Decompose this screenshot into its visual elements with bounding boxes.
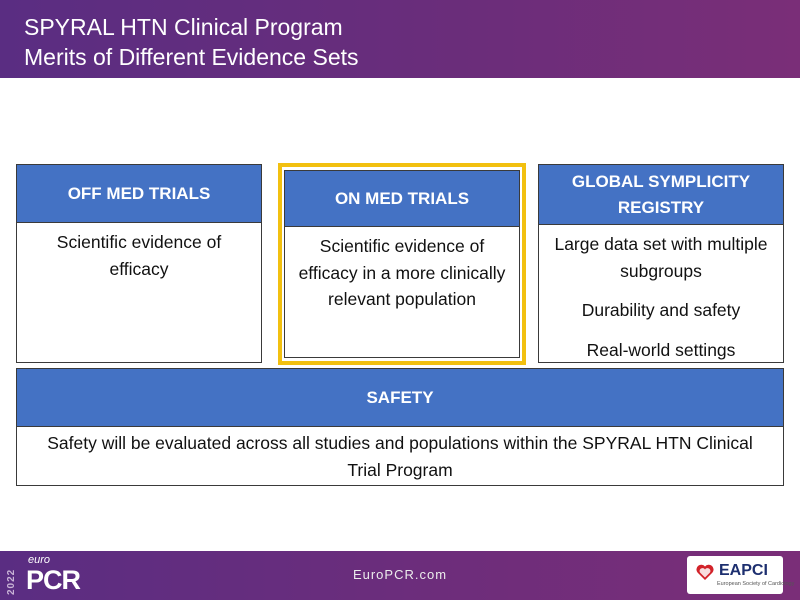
safety-box [16, 368, 784, 486]
safety-text: Safety will be evaluated across all studies and populations within the SPYRAL HTN Clinical Trial Program [47, 433, 753, 480]
registry-point: Real-world settings [586, 339, 736, 360]
slide-footer [0, 551, 800, 600]
eapci-logo [687, 556, 795, 594]
safety-heading: SAFETY [17, 369, 783, 427]
slide-title-line2: Merits of Different Evidence Sets [24, 44, 359, 70]
global-symplicity-registry-box [538, 164, 784, 363]
heart-icon [695, 562, 715, 582]
eapci-name: EAPCI [719, 562, 768, 579]
eapci-subtitle: European Society of Cardiology [717, 581, 795, 587]
footer-url[interactable]: EuroPCR.com [352, 567, 448, 582]
on-med-highlight-frame [278, 163, 526, 365]
footer-euro-label: euro [28, 554, 51, 566]
footer-year: 2022 [6, 568, 17, 595]
registry-points [539, 225, 783, 369]
registry-point: Durability and safety [581, 300, 741, 320]
off-med-heading: OFF MED TRIALS [17, 165, 261, 223]
off-med-text: Scientific evidence of efficacy [56, 232, 222, 279]
slide-header [0, 0, 800, 78]
off-med-trials-box [16, 164, 262, 363]
slide-title-line1: SPYRAL HTN Clinical Program [24, 14, 343, 40]
registry-point: Large data set with multiple subgroups [554, 234, 768, 281]
on-med-text: Scientific evidence of efficacy in a more clinically relevant population [298, 236, 506, 309]
on-med-trials-box [284, 170, 520, 358]
on-med-heading: ON MED TRIALS [285, 171, 519, 227]
registry-heading: GLOBAL SYMPLICITY REGISTRY [539, 165, 783, 225]
footer-pcr-logo: PCR [26, 565, 81, 595]
